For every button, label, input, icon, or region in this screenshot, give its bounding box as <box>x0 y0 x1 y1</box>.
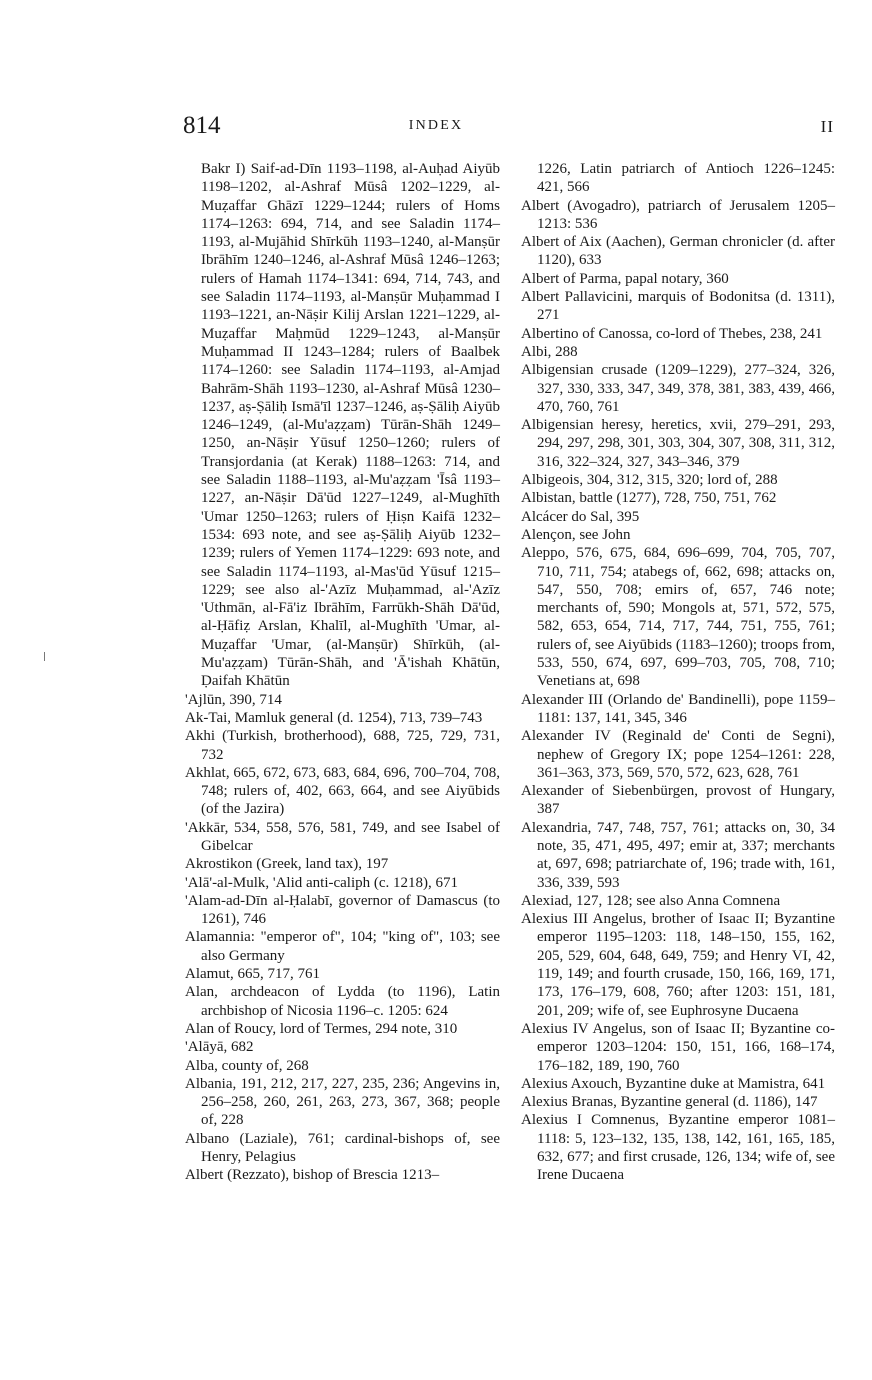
index-entry: Albigensian crusade (1209–1229), 277–324, 326, 327, 330, 333, 347, 349, 378, 381, 383, 439, 466, 470, 760, 761 <box>521 362 835 415</box>
index-entry: Albert (Avogadro), patriarch of Jerusalem 1205–1213: 536 <box>521 197 835 232</box>
index-entry: Albania, 191, 212, 217, 227, 235, 236; Angevins in, 256–258, 260, 261, 263, 273, 367, 368; people of, 228 <box>185 1075 500 1129</box>
index-entry: Alba, county of, 268 <box>185 1057 309 1074</box>
running-title: INDEX <box>408 118 464 133</box>
index-entry: 'Alāyā, 682 <box>185 1039 254 1056</box>
index-entry: Albert Pallavicini, marquis of Bodonitsa (d. 1311), 271 <box>521 289 835 324</box>
index-entry: Ak-Tai, Mamluk general (d. 1254), 713, 739–743 <box>185 709 483 726</box>
index-entry: Alexius I Comnenus, Byzantine emperor 1081–1118: 5, 123–132, 135, 138, 142, 161, 165, 185, 632, 677; and first crusade, 126, 134; wife of, see Irene Ducaena <box>521 1112 835 1184</box>
index-entry-continuation: Bakr I) Saif-ad-Dīn 1193–1198, al-Auḥad Aiyūb 1198–1202, al-Ashraf Mūsâ 1202–1229, al-Muẓaffar Ghāzī 1229–1244; rulers of Homs 1174–1263: 694, 714, and see Saladin 1174–1193, al-Mujāhid Shīrkūh 1193–1240, al-Manṣūr Ibrāhīm 1240–1246, al-Ashraf Mūsâ 1246–1263; rulers of Hamah 1174–1341: 694, 714, 743, and see Saladin 1174–1193, al-Manṣūr Muḥammad I 1193–1221, an-Nāṣir Kilij Arslan 1221–1229, al-Muẓaffar Maḥmūd 1229–1243, al-Manṣūr Muḥammad II 1243–1284; rulers of Baalbek 1174–1260: see Saladin 1174–1193, al-Amjad Bahrām-Shāh 1193–1230, al-Ashraf Mūsâ 1230–1237, aṣ-Ṣāliḥ Ismā'īl 1237–1246, aṣ-Ṣāliḥ Aiyūb 1246–1249, (al-Mu'aẓẓam) Tūrān-Shāh 1249–1250, an-Nāṣir Yūsuf 1250–1260; rulers of Transjordania (at Kerak) 1188–1263: 714, and see Saladin 1188–1193, al-Mu'aẓẓam 'Īsâ 1193–1227, an-Nāṣir Dā'ūd 1227–1249, al-Mughīth 'Umar 1250–1263; rulers of Ḥiṣn Kaifā 1232–1534: 693 note, and see aṣ-Ṣāliḥ Aiyūb 1232–1239; rulers of Yemen 1174–1229: 693 note, and see Saladin 1174–1193, al-Mas'ūd Yūsuf 1215–1229; see also al-'Azīz Muḥammad, al-'Azīz 'Uthmān, al-Fā'iz Ibrāhīm, Farrūkh-Shāh Dā'ūd, al-Ḥāfiẓ Arslan, Khalīl, al-Mughīth 'Umar, al-Muẓaffar 'Umar, (al-Manṣūr) Shīrkūh, (al-Mu'aẓẓam) Tūrān-Shāh, and 'Ā'ishah Khātūn, Ḍaifah Khātūn <box>201 161 500 690</box>
index-entry: 'Akkār, 534, 558, 576, 581, 749, and see Isabel of Gibelcar <box>185 819 500 854</box>
index-entry: Alamannia: "emperor of", 104; "king of", 103; see also Germany <box>185 929 500 964</box>
index-entry: Alexius Branas, Byzantine general (d. 1186), 147 <box>521 1094 818 1111</box>
index-entry: Alexiad, 127, 128; see also Anna Comnena <box>521 892 781 909</box>
index-entry: Albertino of Canossa, co-lord of Thebes, 238, 241 <box>521 325 823 342</box>
index-entry: Aleppo, 576, 675, 684, 696–699, 704, 705, 707, 710, 711, 754; atabegs of, 662, 698; attacks on, 547, 550, 708; emirs of, 657, 746 note; merchants of, 590; Mongols at, 571, 572, 575, 582, 653, 654, 714, 717, 744, 751, 755, 761; rulers of, see Aiyūbids (1183–1260); troops from, 533, 550, 674, 697, 699–703, 705, 708, 710; Venetians at, 698 <box>521 545 835 690</box>
margin-mark <box>44 652 45 661</box>
index-entry: Akhi (Turkish, brotherhood), 688, 725, 729, 731, 732 <box>185 728 500 763</box>
index-entry: Alan, archdeacon of Lydda (to 1196), Latin archbishop of Nicosia 1196–c. 1205: 624 <box>185 984 500 1019</box>
index-entry: Alamut, 665, 717, 761 <box>185 966 320 983</box>
index-entry: Albigeois, 304, 312, 315, 320; lord of, 288 <box>521 472 778 489</box>
index-column-left <box>185 160 500 1185</box>
index-entry: Albert of Aix (Aachen), German chronicler (d. after 1120), 633 <box>521 234 835 269</box>
volume-number: II <box>820 117 834 136</box>
page-number: 814 <box>183 112 221 139</box>
index-entry: Alexander III (Orlando de' Bandinelli), pope 1159–1181: 137, 141, 345, 346 <box>521 691 835 726</box>
index-entry: Alexander IV (Reginald de' Conti de Segni), nephew of Gregory IX; pope 1254–1261: 228, 361–363, 373, 569, 570, 572, 623, 628, 761 <box>521 728 835 781</box>
index-entry: Alexandria, 747, 748, 757, 761; attacks on, 30, 34 note, 35, 471, 495, 497; emir at, 337; merchants at, 697, 698; patriarchate of, 196; trade with, 161, 336, 339, 593 <box>521 819 835 891</box>
index-entry: Alexius Axouch, Byzantine duke at Mamistra, 641 <box>521 1075 826 1092</box>
index-entry: Alexius IV Angelus, son of Isaac II; Byzantine co-emperor 1203–1204: 150, 151, 166, 168–174, 176–182, 189, 190, 760 <box>521 1020 835 1074</box>
index-entry: Alan of Roucy, lord of Termes, 294 note, 310 <box>185 1020 458 1037</box>
index-entry-continuation: 1226, Latin patriarch of Antioch 1226–1245: 421, 566 <box>537 161 835 196</box>
index-column-right <box>521 160 835 1185</box>
index-entry: Alcácer do Sal, 395 <box>521 508 640 525</box>
index-entry: Alençon, see John <box>521 526 631 543</box>
index-entry: Albi, 288 <box>521 343 578 360</box>
index-entry: Albano (Laziale), 761; cardinal-bishops of, see Henry, Pelagius <box>185 1130 500 1166</box>
index-entry: 'Ajlūn, 390, 714 <box>185 691 282 708</box>
index-entry: 'Alā'-al-Mulk, 'Alid anti-caliph (c. 1218), 671 <box>185 874 459 891</box>
index-entry: Albert of Parma, papal notary, 360 <box>521 270 729 287</box>
page-header <box>0 112 872 148</box>
index-entry: Albert (Rezzato), bishop of Brescia 1213– <box>185 1167 440 1184</box>
index-entry: Alexius III Angelus, brother of Isaac II; Byzantine emperor 1195–1203: 118, 148–150, 155, 162, 205, 529, 604, 648, 649, 759; and Henry VI, 42, 119, 149; and fourth crusade, 150, 166, 169, 171, 173, 176–179, 608, 760; after 1203: 151, 181, 201, 209; wife of, see Euphrosyne Ducaena <box>521 911 835 1019</box>
index-entry: Albistan, battle (1277), 728, 750, 751, 762 <box>521 490 777 507</box>
index-entry: Akrostikon (Greek, land tax), 197 <box>185 856 389 873</box>
index-entry: Alexander of Siebenbürgen, provost of Hungary, 387 <box>521 783 835 818</box>
index-entry: Akhlat, 665, 672, 673, 683, 684, 696, 700–704, 708, 748; rulers of, 402, 663, 664, and see Aiyūbids (of the Jazira) <box>185 764 500 818</box>
index-entry: Albigensian heresy, heretics, xvii, 279–291, 293, 294, 297, 298, 301, 303, 304, 307, 308, 311, 312, 316, 322–324, 327, 343–346, 379 <box>521 417 835 470</box>
index-entry: 'Alam-ad-Dīn al-Ḥalabī, governor of Damascus (to 1261), 746 <box>185 892 500 928</box>
